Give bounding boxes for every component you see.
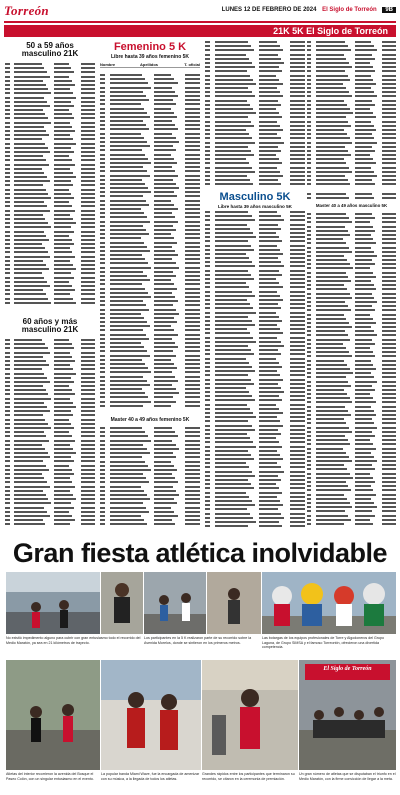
- section-subtitle: Libre hasta 39 años masculino 5K: [217, 203, 293, 209]
- paper-name: El Siglo de Torreón: [322, 7, 377, 13]
- issue-date: LUNES 12 DE FEBRERO DE 2024: [221, 7, 317, 13]
- table-row: [307, 522, 396, 526]
- section-masculino-5k: [205, 192, 305, 209]
- section-logo: Torreón: [4, 3, 49, 18]
- photo-banner-text: El Siglo de Torreón: [323, 666, 372, 672]
- section-m50-59: [5, 42, 95, 59]
- table-row: [5, 522, 95, 526]
- caption-1: No existió impedimento alguno para cubrir con gran entusiasmo todo el recorrido del Medio Maratón, ya sea en 21 kilómetros de trayecto.: [6, 636, 141, 645]
- table-row: [307, 182, 396, 186]
- masthead: [0, 0, 400, 22]
- caption-4: Atletas del interior recorrieron la avenida del Bosque el Paseo Colón, con un singular entusiasmo en el evento.: [6, 772, 94, 781]
- results-table-masculino-5k: [205, 210, 305, 530]
- results-table-femenino-5k: [100, 73, 200, 413]
- section-m60: [5, 318, 95, 335]
- section-title: Masculino 5K: [219, 191, 291, 203]
- caption-5: La popular banda Miami Wave, fue la encargada de amenizar con su música, a la llegada de todos los atletas.: [101, 772, 200, 781]
- table-row: [205, 182, 305, 186]
- table-row: [307, 196, 396, 200]
- table-row: [205, 524, 305, 528]
- caption-3: Las botargas de los equipos profesionales de Torre y Algodoneros del Grupo Laguna, de Grupo SIMSA y el famoso Torreontín, ofrecieron una divertida competencia.: [262, 636, 385, 650]
- results-table-f40-49: [100, 426, 200, 530]
- headline: Gran fiesta atlética inolvidable: [12, 538, 388, 568]
- section-f40-49: [100, 418, 200, 423]
- photo-runner-closeup: [101, 572, 143, 634]
- page-number: 9B: [382, 7, 396, 13]
- results-table-m40-49: [307, 212, 396, 530]
- table-header: Nombre Apellidos T. oficial: [100, 61, 200, 67]
- section-title: Femenino 5 K: [113, 41, 187, 53]
- page-info: [218, 7, 396, 13]
- photo-mascots: [262, 572, 396, 634]
- caption-6: Grandes rápidos entre los participantes que terminaron su recorrido, se citaron en la ceremonia de premiación.: [202, 772, 295, 781]
- section-subtitle: Libre hasta 39 años femenino 5K: [110, 53, 190, 60]
- results-table-continued: [205, 40, 305, 190]
- section-title: 50 a 59 años masculino 21K: [21, 41, 79, 59]
- photo-runners-bosque: [6, 660, 100, 770]
- table-row: [5, 301, 95, 305]
- section-m40-49: [307, 204, 396, 209]
- caption-8: Un gran número de atletas que se disputaban el triunfo en el Medio Maratón, con la firme convicción de llegar a la meta.: [299, 772, 396, 781]
- photo-start-line: [299, 660, 396, 770]
- section-title: Master 40 a 49 años masculino 5K: [315, 203, 388, 208]
- table-row: [100, 522, 200, 526]
- caption-2: Los participantes en la 5 K realizaron parte de su recorrido sobre la Avenida Morelos, donde se sintieron en los primeros metros.: [144, 636, 252, 645]
- photo-runners-finish: [202, 660, 298, 770]
- section-title: Master 40 a 49 años femenino 5K: [110, 417, 190, 423]
- section-title: 60 años y más masculino 21K: [21, 317, 79, 335]
- photo-runners-group: [207, 572, 261, 634]
- photo-5k-runners: [144, 572, 206, 634]
- results-table-continued-2: [307, 40, 396, 190]
- results-table-m50-59: [5, 62, 95, 308]
- table-row: [100, 404, 200, 408]
- section-femenino-5k: [100, 42, 200, 69]
- event-banner: 21K 5K El Siglo de Torreón: [4, 25, 396, 37]
- photo-runners-street: [6, 572, 100, 634]
- photo-band-miami-wave: [101, 660, 201, 770]
- masthead-rule: [4, 21, 396, 23]
- results-table-m60: [5, 338, 95, 530]
